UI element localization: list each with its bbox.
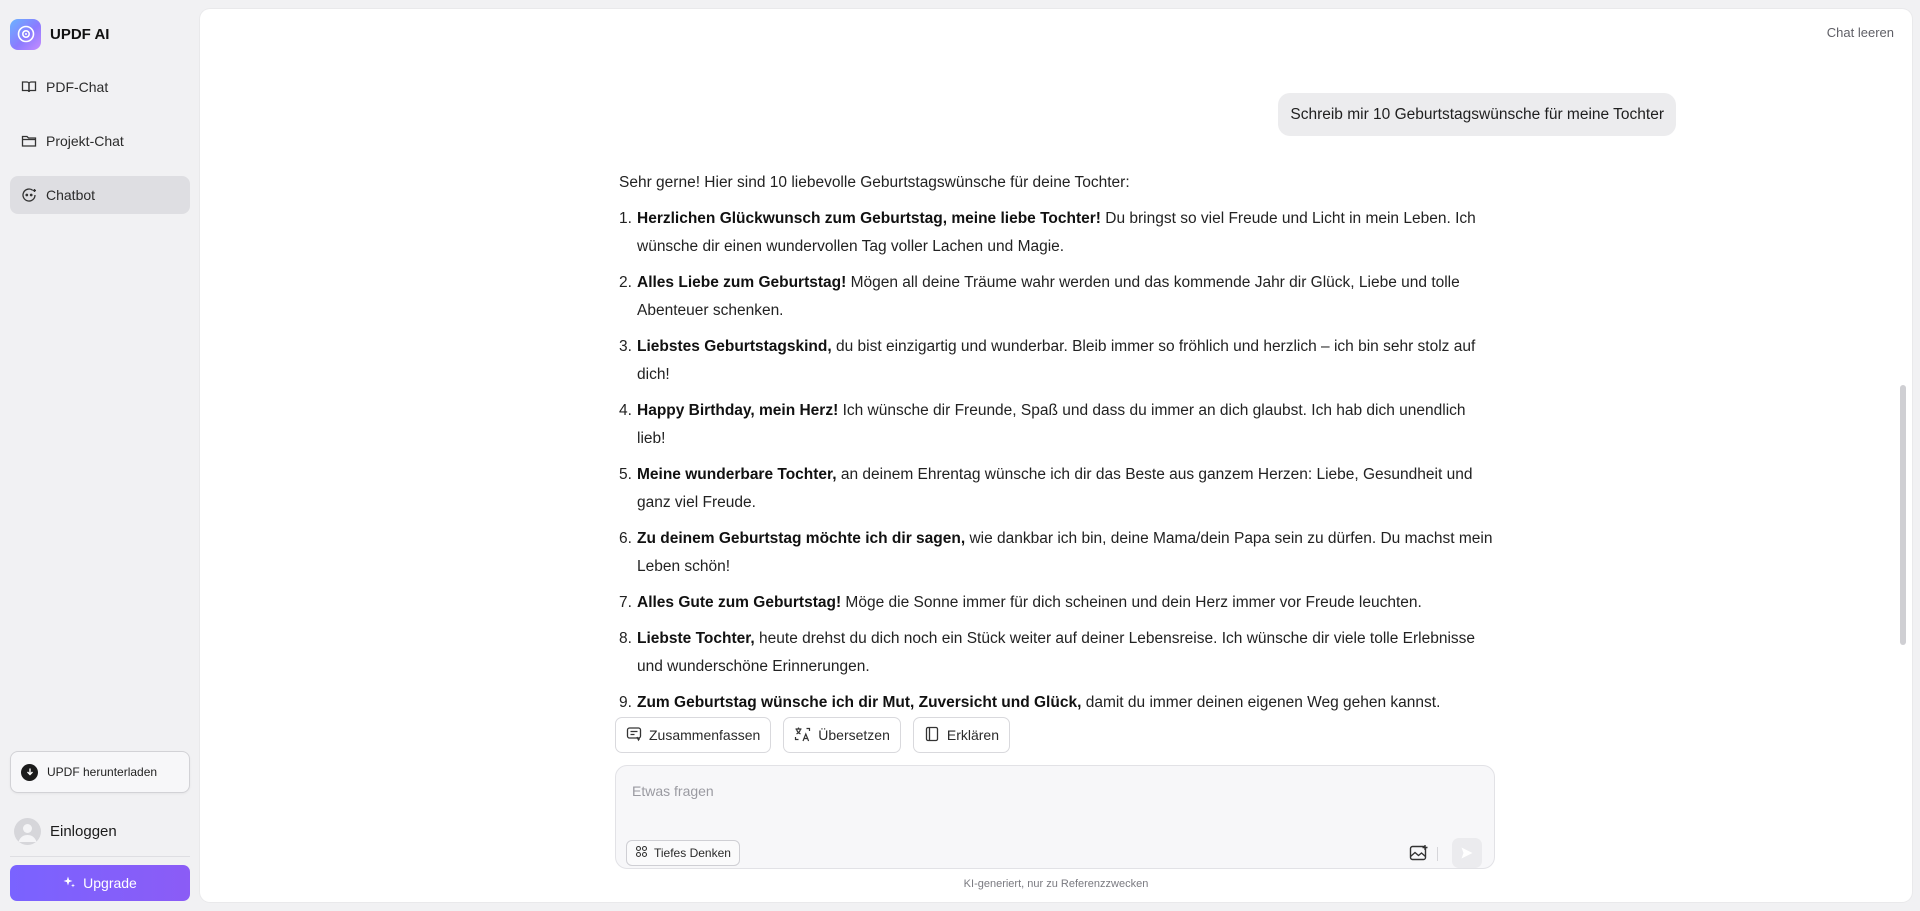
wish-text: Mögen all deine Träume wahr werden und das kommende Jahr dir Glück, Liebe und tolle Abenteuer schenken. [637, 274, 1460, 319]
chatbot-icon [20, 187, 37, 204]
sidebar-item-projekt-chat[interactable] [10, 122, 190, 160]
download-label: UPDF herunterladen [47, 765, 158, 779]
list-number: 2. [619, 274, 632, 291]
wish-headline: Zum Geburtstag wünsche ich dir Mut, Zuversicht und Glück, [637, 694, 1082, 711]
translate-label: Übersetzen [818, 727, 890, 743]
assistant-answer [619, 169, 1494, 711]
list-number: 1. [619, 210, 632, 227]
login-label: Einloggen [50, 822, 117, 840]
scrollbar-thumb[interactable] [1900, 385, 1906, 645]
wish-headline: Happy Birthday, mein Herz! [637, 402, 839, 419]
wish-headline: Meine wunderbare Tochter, [637, 466, 837, 483]
upgrade-button[interactable] [10, 865, 190, 901]
question-input[interactable]: Etwas fragen [632, 783, 714, 799]
send-button[interactable] [1452, 838, 1482, 868]
list-item [619, 205, 1494, 261]
sidebar-divider [10, 856, 190, 857]
list-number: 8. [619, 630, 632, 647]
summarize-button[interactable] [615, 717, 771, 753]
sparkle-icon [63, 875, 75, 891]
list-item [619, 589, 1494, 617]
list-item [619, 333, 1494, 389]
translate-icon [794, 726, 811, 745]
wish-headline: Alles Gute zum Geburtstag! [637, 594, 842, 611]
wish-headline: Zu deinem Geburtstag möchte ich dir sagen, [637, 530, 966, 547]
list-number: 5. [619, 466, 632, 483]
sidebar-item-label: Projekt-Chat [46, 133, 124, 149]
folder-icon [20, 133, 37, 150]
list-item [619, 397, 1494, 453]
list-number: 4. [619, 402, 632, 419]
list-number: 3. [619, 338, 632, 355]
sidebar [0, 0, 200, 911]
list-number: 6. [619, 530, 632, 547]
download-updf-button[interactable] [10, 751, 190, 793]
list-number: 9. [619, 694, 632, 711]
answer-intro: Sehr gerne! Hier sind 10 liebevolle Geburtstagswünsche für deine Tochter: [619, 174, 1130, 191]
user-message-text: Schreib mir 10 Geburtstagswünsche für meine Tochter [1290, 105, 1664, 123]
list-item [619, 689, 1494, 711]
wish-text: Ich wünsche dir Freunde, Spaß und dass du immer an dich glaubst. Ich hab dich unendlich lieb! [637, 402, 1466, 447]
upgrade-label: Upgrade [83, 875, 137, 891]
updf-logo-icon [10, 19, 41, 50]
wish-text: heute drehst du dich noch ein Stück weiter auf deiner Lebensreise. Ich wünsche dir viele tolle Erlebnisse und wunderschöne Erinnerungen. [637, 630, 1476, 675]
summarize-icon [626, 726, 642, 745]
chat-panel [200, 9, 1912, 902]
wish-headline: Liebste Tochter, [637, 630, 755, 647]
quick-actions [615, 717, 1010, 753]
composer [615, 765, 1495, 869]
wishes-list [619, 205, 1494, 711]
list-item [619, 269, 1494, 325]
deep-think-toggle[interactable] [626, 840, 740, 866]
list-number: 7. [619, 594, 632, 611]
wish-text: wie dankbar ich bin, deine Mama/dein Papa sein zu dürfen. Du machst mein Leben schön! [637, 530, 1493, 575]
sidebar-item-pdf-chat[interactable] [10, 68, 190, 106]
book-icon [924, 726, 940, 745]
composer-divider [1437, 847, 1438, 861]
list-item [619, 461, 1494, 517]
clear-chat-button[interactable]: Chat leeren [1826, 25, 1894, 40]
sidebar-item-chatbot[interactable] [10, 176, 190, 214]
avatar [14, 818, 41, 845]
translate-button[interactable] [783, 717, 901, 753]
wish-text: du bist einzigartig und wunderbar. Bleib immer so fröhlich und herzlich – ich bin sehr stolz auf dich! [637, 338, 1476, 383]
sidebar-item-label: Chatbot [46, 187, 96, 203]
wish-headline: Liebstes Geburtstagskind, [637, 338, 832, 355]
wish-text: an deinem Ehrentag wünsche ich dir das Beste aus ganzem Herzen: Liebe, Gesundheit und ganz viel Freude. [637, 466, 1473, 511]
sidebar-item-label: PDF-Chat [46, 79, 109, 95]
brand-name: UPDF AI [50, 25, 110, 43]
brand[interactable] [10, 18, 109, 50]
deep-think-label: Tiefes Denken [654, 846, 731, 860]
user-message-bubble [1278, 93, 1676, 136]
summarize-label: Zusammenfassen [649, 727, 761, 743]
wish-headline: Alles Liebe zum Geburtstag! [637, 274, 847, 291]
ai-disclaimer: KI-generiert, nur zu Referenzzwecken [963, 878, 1149, 890]
login-button[interactable] [14, 816, 117, 846]
deep-think-icon [635, 845, 648, 861]
book-open-icon [20, 79, 37, 96]
list-item [619, 525, 1494, 581]
list-item [619, 625, 1494, 681]
download-icon [21, 764, 38, 781]
wish-headline: Herzlichen Glückwunsch zum Geburtstag, meine liebe Tochter! [637, 210, 1101, 227]
image-upload-icon[interactable] [1408, 842, 1430, 864]
wish-text: Möge die Sonne immer für dich scheinen und dein Herz immer vor Freude leuchten. [841, 594, 1422, 611]
explain-button[interactable] [913, 717, 1010, 753]
wish-text: Du bringst so viel Freude und Licht in mein Leben. Ich wünsche dir einen wundervollen Tag voller Lachen und Magie. [637, 210, 1476, 255]
wish-text: damit du immer deinen eigenen Weg gehen kannst. [1081, 694, 1441, 711]
explain-label: Erklären [946, 727, 1000, 743]
